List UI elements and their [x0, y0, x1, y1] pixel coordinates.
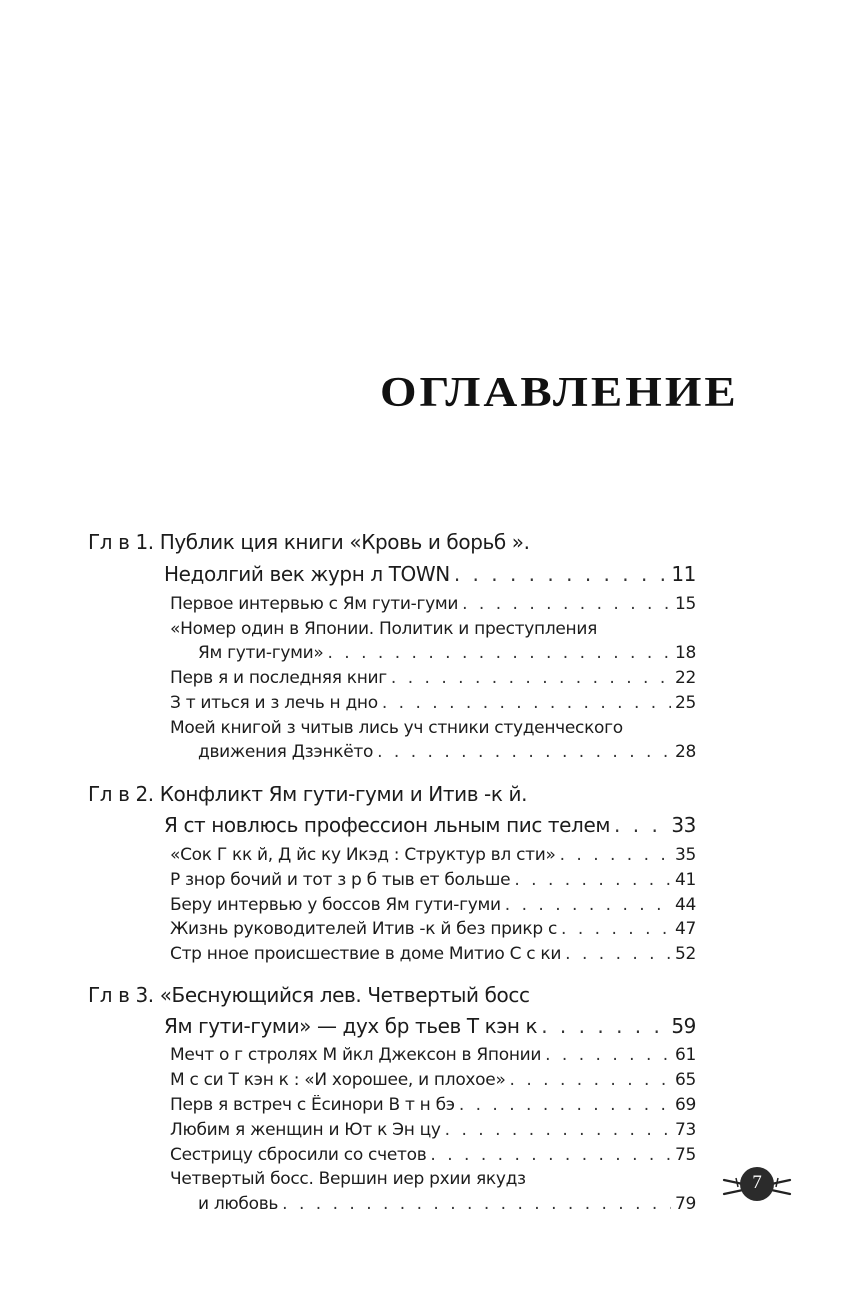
leader-dots: [545, 1045, 671, 1065]
toc-entry-continuation[interactable]: [198, 1194, 696, 1214]
entry-text: Р знор бочий и тот з р б тыв ет больше: [170, 870, 511, 890]
leader-dots: [282, 1194, 671, 1214]
entry-page: 73: [674, 1120, 696, 1140]
leader-dots: [430, 1145, 671, 1165]
entry-page: 22: [674, 668, 696, 688]
toc-entry[interactable]: [170, 870, 696, 890]
leader-dots: [505, 895, 671, 915]
entry-page: 28: [674, 742, 696, 762]
leader-dots: [462, 594, 671, 614]
entry-text: М с си Т кэн к : «И хорошее, и плохое»: [170, 1070, 506, 1090]
chapter-2-entry[interactable]: [164, 813, 696, 837]
entry-page: 15: [674, 594, 696, 614]
entry-text: З т иться и з лечь н дно: [170, 693, 378, 713]
entry-page: 65: [674, 1070, 696, 1090]
entry-page: 18: [674, 643, 696, 663]
leader-dots: [454, 562, 668, 586]
toc-entry[interactable]: [170, 1145, 696, 1165]
leader-dots: [541, 1014, 667, 1038]
leader-dots: [391, 668, 671, 688]
toc-entry-continuation[interactable]: [198, 643, 696, 663]
entry-text: Перв я встреч с Ёсинори В т н бэ: [170, 1095, 455, 1115]
chapter-2-page: 33: [671, 813, 696, 837]
toc-entry[interactable]: [170, 1045, 696, 1065]
entry-text: Первое интервью с Ям гути-гуми: [170, 594, 459, 614]
entry-text: Жизнь руководителей Итив -к й без прикр с: [170, 919, 558, 939]
entry-text: Четвертый босс. Вершин иер рхии якудз: [170, 1169, 526, 1189]
toc-entry-continuation[interactable]: [198, 742, 696, 762]
page-number-badge: [722, 1160, 792, 1208]
leader-dots: [560, 845, 671, 865]
entry-text: «Номер один в Японии. Политик и преступления: [170, 619, 598, 639]
entry-text: Моей книгой з читыв лись уч стники студенческого: [170, 718, 623, 738]
entry-text: Любим я женщин и Ют к Эн цу: [170, 1120, 441, 1140]
chapter-1-line2: Недолгий век журн л TOWN: [164, 562, 450, 586]
leader-dots: [614, 813, 667, 837]
leader-dots: [561, 919, 671, 939]
leader-dots: [328, 643, 671, 663]
leader-dots: [382, 693, 671, 713]
entry-page: 44: [674, 895, 696, 915]
toc-entry[interactable]: [170, 944, 696, 964]
toc-entry[interactable]: [170, 1169, 696, 1189]
entry-page: 52: [674, 944, 696, 964]
chapter-2-line2: Я ст новлюсь профессион льным пис телем: [164, 813, 611, 837]
leader-dots: [565, 944, 671, 964]
chapter-2-line1: Гл в 2. Конфликт Ям гути-гуми и Итив -к й.: [88, 782, 528, 806]
entry-text: движения Дзэнкёто: [198, 742, 374, 762]
toc-entry[interactable]: [170, 1095, 696, 1115]
toc-entry[interactable]: [170, 895, 696, 915]
entry-text: Мечт о г стролях М йкл Джексон в Японии: [170, 1045, 542, 1065]
chapter-3-entry[interactable]: [164, 1014, 696, 1038]
chapter-3-page: 59: [671, 1014, 696, 1038]
entry-page: 47: [674, 919, 696, 939]
chapter-1-page: 11: [671, 562, 696, 586]
leader-dots: [445, 1120, 671, 1140]
entry-page: 79: [674, 1194, 696, 1214]
chapter-3-line1: Гл в 3. «Беснующийся лев. Четвертый босс: [88, 983, 530, 1007]
entry-page: 25: [674, 693, 696, 713]
entry-page: 35: [674, 845, 696, 865]
chapter-1-line1: Гл в 1. Публик ция книги «Кровь и борьб ».: [88, 530, 530, 554]
toc-entry[interactable]: [170, 919, 696, 939]
leader-dots: [514, 870, 671, 890]
chapter-3-heading: [88, 983, 688, 1007]
toc-entry[interactable]: [170, 1070, 696, 1090]
toc-entry[interactable]: [170, 693, 696, 713]
entry-text: «Сок Г кк й, Д йс ку Икэд : Структур вл сти»: [170, 845, 556, 865]
chapter-3-line2: Ям гути-гуми» — дух бр тьев Т кэн к: [164, 1014, 538, 1038]
entry-text: Ям гути-гуми»: [198, 643, 324, 663]
entry-page: 41: [674, 870, 696, 890]
leader-dots: [459, 1095, 671, 1115]
toc-entry[interactable]: [170, 619, 696, 639]
leader-dots: [377, 742, 671, 762]
page-title: ОГЛАВЛЕНИЕ: [380, 368, 739, 416]
entry-text: и любовь: [198, 1194, 279, 1214]
toc-entry[interactable]: [170, 718, 696, 738]
entry-text: Сестрицу сбросили со счетов: [170, 1145, 427, 1165]
toc-entry[interactable]: [170, 1120, 696, 1140]
entry-page: 69: [674, 1095, 696, 1115]
page-number: 7: [752, 1172, 762, 1193]
chapter-2-heading: [88, 782, 688, 806]
toc-entry[interactable]: [170, 845, 696, 865]
leader-dots: [510, 1070, 671, 1090]
chapter-1-heading: [88, 530, 688, 554]
entry-text: Беру интервью у боссов Ям гути-гуми: [170, 895, 501, 915]
chapter-1-entry[interactable]: [164, 562, 696, 586]
toc-entry[interactable]: [170, 668, 696, 688]
entry-page: 61: [674, 1045, 696, 1065]
entry-text: Перв я и последняя книг: [170, 668, 387, 688]
toc-entry[interactable]: [170, 594, 696, 614]
entry-page: 75: [674, 1145, 696, 1165]
entry-text: Стр нное происшествие в доме Митио С с ки: [170, 944, 562, 964]
